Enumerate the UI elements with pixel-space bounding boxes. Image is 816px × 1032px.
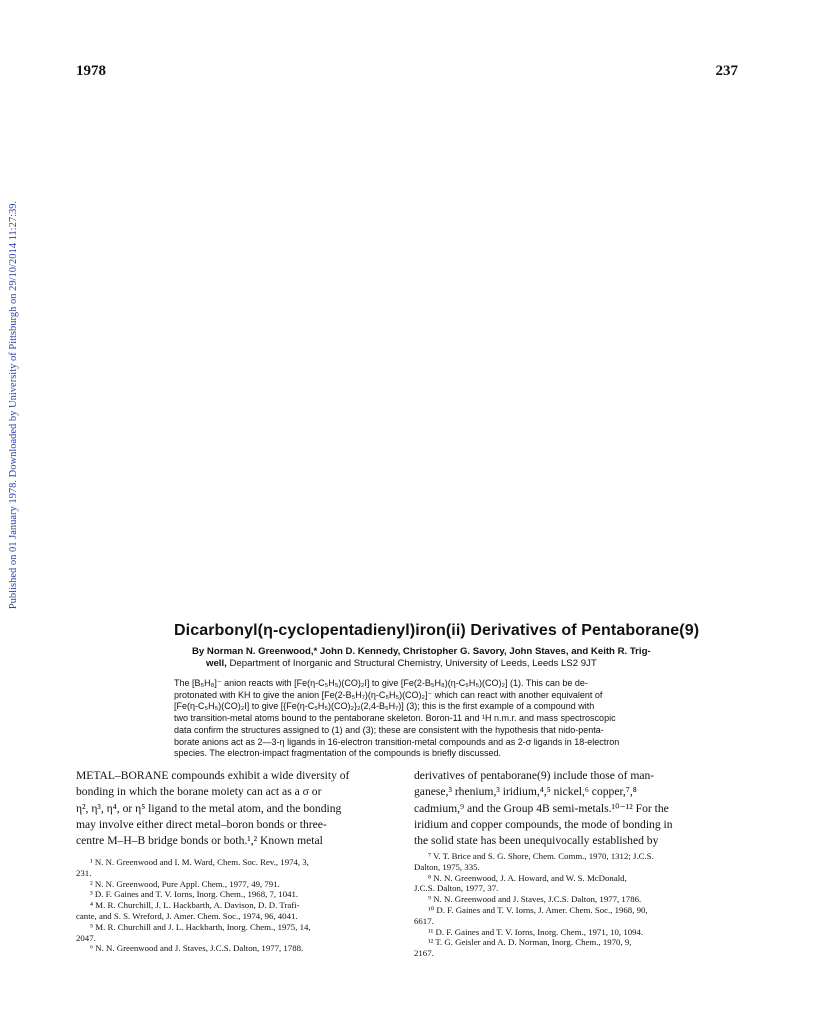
journal-year: 1978 — [76, 63, 106, 79]
references-left — [76, 857, 402, 954]
abstract-line: protonated with KH to give the anion [Fe(2-B₅H₇)(η-C₅H₅)(CO)₂]⁻ which can react with another equivalent of — [174, 689, 603, 700]
reference-12-cont: 2167. — [414, 948, 434, 959]
abstract-line: two transition-metal atoms bound to the pentaborane skeleton. Boron-11 and ¹H n.m.r. and mass spectroscopic — [174, 713, 616, 724]
article-title: Dicarbonyl(η-cyclopentadienyl)iron(ii) Derivatives of Pentaborane(9) — [174, 622, 700, 639]
reference-7-cont: Dalton, 1975, 335. — [414, 861, 480, 872]
authors-line1: By Norman N. Greenwood,* John D. Kennedy, Christopher G. Savory, John Staves, and Keith R. Trig- — [192, 646, 651, 657]
body-line: cadmium,⁹ and the Group 4B semi-metals.¹⁰⁻¹² For the — [414, 801, 669, 815]
reference-5: ⁵ M. R. Churchill and J. L. Hackbarth, Inorg. Chem., 1975, 14, — [90, 921, 311, 932]
references-right — [414, 851, 740, 959]
body-line: centre M–H–B bridge bonds or both.¹,² Known metal — [76, 834, 323, 848]
reference-10: ¹⁰ D. F. Gaines and T. V. Iorns, J. Amer. Chem. Soc., 1968, 90, — [428, 904, 648, 915]
reference-4: ⁴ M. R. Churchill, J. L. Hackbarth, A. Davison, D. D. Trafi- — [90, 900, 300, 911]
abstract-line: species. The electron-impact fragmentation of the compounds is briefly discussed. — [174, 748, 501, 759]
authors-line2: well, — [206, 658, 227, 669]
page-number: 237 — [715, 63, 738, 79]
affiliation: Department of Inorganic and Structural Chemistry, University of Leeds, Leeds LS2 9JT — [229, 658, 597, 669]
body-column-right — [414, 768, 740, 849]
reference-1-cont: 231. — [76, 867, 92, 878]
body-line: derivatives of pentaborane(9) include those of man- — [414, 769, 655, 782]
body-column-left — [76, 768, 402, 849]
body-line: iridium and copper compounds, the mode of bonding in — [414, 817, 673, 831]
reference-10-cont: 6617. — [414, 915, 434, 926]
reference-1: ¹ N. N. Greenwood and I. M. Ward, Chem. Soc. Rev., 1974, 3, — [90, 857, 309, 867]
reference-9: ⁹ N. N. Greenwood and J. Staves, J.C.S. Dalton, 1977, 1786. — [428, 894, 642, 905]
abstract-line: The [B₅H₈]⁻ anion reacts with [Fe(η-C₅H₅)(CO)₂I] to give [Fe(2-B₅H₈)(η-C₅H₅)(CO)₂] (1). This can be de- — [174, 678, 588, 688]
reference-8-cont: J.C.S. Dalton, 1977, 37. — [414, 883, 499, 894]
reference-2: ² N. N. Greenwood, Pure Appl. Chem., 1977, 49, 791. — [90, 878, 280, 889]
reference-11: ¹¹ D. F. Gaines and T. V. Iorns, Inorg. Chem., 1971, 10, 1094. — [428, 926, 644, 937]
reference-5-cont: 2047. — [76, 932, 96, 943]
reference-3: ³ D. F. Gaines and T. V. Iorns, Inorg. Chem., 1968, 7, 1041. — [90, 889, 299, 900]
reference-4-cont: cante, and S. S. Wreford, J. Amer. Chem. Soc., 1974, 96, 4041. — [76, 910, 298, 921]
abstract-line: [Fe(η-C₅H₅)(CO)₂I] to give [{Fe(η-C₅H₅)(CO)₂}₂(2,4-B₅H₇)] (3); this is the first example of a compound with — [174, 701, 595, 712]
reference-7: ⁷ V. T. Brice and S. G. Shore, Chem. Comm., 1970, 1312; J.C.S. — [428, 851, 654, 861]
reference-8: ⁸ N. N. Greenwood, J. A. Howard, and W. S. McDonald, — [428, 872, 627, 883]
body-line: bonding in which the borane moiety can act as a σ or — [76, 785, 322, 799]
abstract — [174, 678, 740, 760]
author-block — [192, 646, 742, 670]
body-line: may involve either direct metal–boron bonds or three- — [76, 817, 327, 831]
reference-12: ¹² T. G. Geisler and A. D. Norman, Inorg. Chem., 1970, 9, — [428, 937, 632, 948]
body-line: METAL–BORANE compounds exhibit a wide diversity of — [76, 769, 350, 782]
abstract-line: borate anions act as 2—3-η ligands in 16-electron transition-metal compounds and as 2-σ ligands in 18-electron — [174, 736, 620, 747]
download-watermark[interactable]: Published on 01 January 1978. Downloaded by University of Pittsburgh on 29/10/2014 11:27:39. — [8, 200, 19, 610]
abstract-line: data confirm the structures assigned to (1) and (3); these are consistent with the hypothesis that nido-penta- — [174, 724, 604, 735]
body-line: ganese,³ rhenium,³ iridium,⁴,⁵ nickel,⁶ copper,⁷,⁸ — [414, 785, 637, 799]
body-line: η², η³, η⁴, or η⁵ ligand to the metal atom, and the bonding — [76, 801, 342, 815]
reference-6: ⁶ N. N. Greenwood and J. Staves, J.C.S. Dalton, 1977, 1788. — [90, 943, 304, 954]
body-line: the solid state has been unequivocally established by — [414, 834, 659, 848]
